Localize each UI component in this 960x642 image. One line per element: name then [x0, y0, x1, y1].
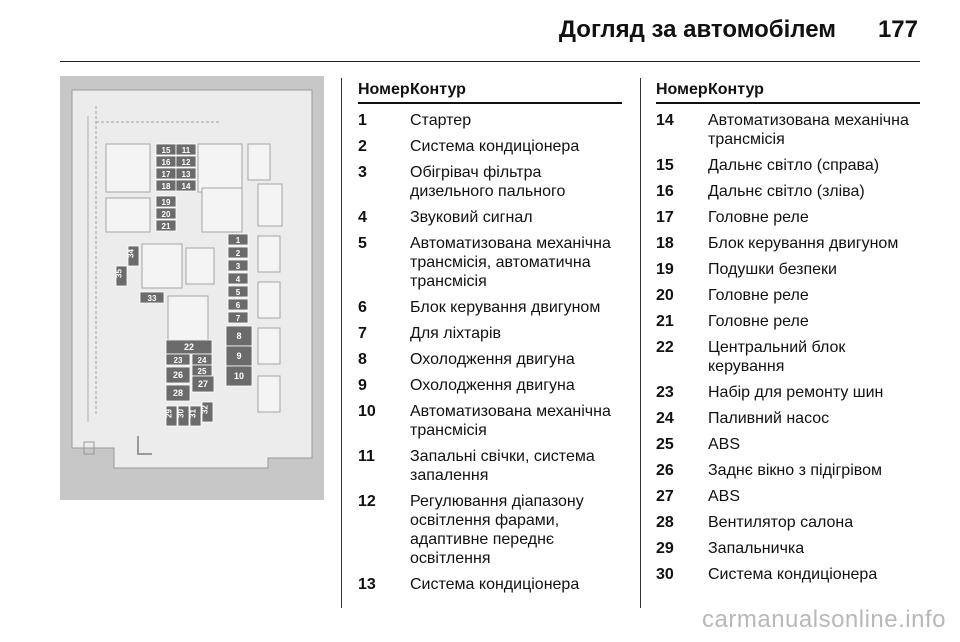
fuse-circuit: Подушки безпеки: [708, 261, 837, 278]
fuse-label-26: 26: [172, 370, 184, 380]
relay-box: [106, 198, 150, 232]
table-row: [656, 513, 920, 532]
page-header: [60, 0, 920, 62]
fuse-circuit: Головне реле: [708, 313, 809, 330]
fuse-circuit: Центральний блок керування: [708, 339, 846, 375]
table-row: [358, 402, 622, 440]
header-number: Номер: [656, 81, 708, 98]
fuse-label-35: 35: [114, 269, 124, 278]
fuse-circuit: Запальні свічки, система запалення: [410, 448, 595, 484]
fuse-number: 24: [656, 410, 674, 427]
fuse-number: 22: [656, 339, 674, 356]
fuse-number: 25: [656, 436, 674, 453]
fuse-circuit: Обігрівач фільтра дизельного пального: [410, 164, 566, 200]
table-row: [358, 492, 622, 568]
relay-box: [258, 376, 280, 412]
fuse-number: 9: [358, 377, 367, 394]
fuse-label-32: 32: [200, 405, 210, 414]
fuse-label-22: 22: [183, 342, 195, 352]
page-title: Догляд за автомобілем: [558, 16, 836, 43]
fuse-table-right: [656, 80, 920, 584]
table-row: [358, 208, 622, 227]
fuse-label-16: 16: [161, 158, 171, 167]
table-row: [656, 409, 920, 428]
fuse-circuit: ABS: [708, 488, 741, 505]
table-row: [358, 324, 622, 343]
fuse-number: 10: [358, 403, 376, 420]
fuse-circuit: Для ліхтарів: [410, 325, 501, 342]
fuse-number: 5: [358, 235, 367, 252]
table-row: [656, 286, 920, 305]
table-row: [358, 163, 622, 201]
fuse-circuit: Охолодження двигуна: [410, 351, 575, 368]
fuse-circuit: Блок керування двигуном: [708, 235, 899, 252]
fuse-label-23: 23: [173, 356, 183, 365]
fuse-label-28: 28: [172, 388, 184, 398]
fuse-number: 20: [656, 287, 674, 304]
fuse-label-15: 15: [161, 146, 171, 155]
column-divider-2: [640, 78, 641, 608]
table-header: [358, 80, 622, 104]
fuse-label-29: 29: [164, 409, 174, 418]
relay-box: [168, 296, 208, 340]
fuse-number: 11: [358, 448, 375, 465]
fuse-number: 15: [656, 157, 674, 174]
fuse-circuit: Регулювання діапазону освітлення фарами, адаптивне переднє освітлення: [410, 493, 584, 567]
fuse-number: 12: [358, 493, 376, 510]
fuse-label-13: 13: [181, 170, 191, 179]
table-row: [358, 350, 622, 369]
fuse-circuit: Автоматизована механічна трансмісія: [708, 112, 909, 148]
fuse-number: 17: [656, 209, 674, 226]
table-row: [358, 575, 622, 594]
fuse-circuit: Система кондиціонера: [410, 138, 580, 155]
fuse-number: 3: [358, 164, 367, 181]
table-header: [656, 80, 920, 104]
table-row: [656, 156, 920, 175]
fuse-circuit: Дальнє світло (зліва): [708, 183, 865, 200]
table-row: [656, 260, 920, 279]
fuse-box-diagram: [60, 76, 324, 500]
fuse-circuit: Стартер: [410, 112, 472, 129]
table-row: [656, 182, 920, 201]
header-number: Номер: [358, 81, 410, 98]
fuse-circuit: Паливний насос: [708, 410, 830, 427]
fuse-label-34: 34: [126, 249, 136, 258]
fuse-label-25: 25: [197, 367, 207, 376]
fuse-label-30: 30: [176, 409, 186, 418]
fuse-label-1: 1: [235, 236, 241, 245]
fuse-circuit: Система кондиціонера: [708, 566, 878, 583]
fuse-number: 2: [358, 138, 367, 155]
fuse-circuit: Вентилятор салона: [708, 514, 854, 531]
fuse-label-4: 4: [235, 275, 241, 284]
fuse-circuit: ABS: [708, 436, 741, 453]
fuse-box-svg: [60, 76, 324, 500]
fuse-label-17: 17: [161, 170, 171, 179]
relay-box: [202, 188, 242, 232]
relay-box: [258, 236, 280, 272]
fuse-number: 7: [358, 325, 367, 342]
table-row: [656, 461, 920, 480]
fuse-number: 1: [358, 112, 367, 129]
fuse-label-31: 31: [188, 409, 198, 418]
fuse-label-14: 14: [181, 182, 191, 191]
fuse-label-9: 9: [236, 351, 242, 361]
fuse-label-18: 18: [161, 182, 171, 191]
fuse-number: 6: [358, 299, 367, 316]
relay-box: [258, 282, 280, 318]
fuse-circuit: Набір для ремонту шин: [708, 384, 884, 401]
fuse-number: 16: [656, 183, 674, 200]
fuse-label-2: 2: [235, 249, 241, 258]
fuse-label-5: 5: [235, 288, 241, 297]
fuse-circuit: Звуковий сигнал: [410, 209, 533, 226]
relay-box: [258, 184, 282, 226]
table-body: [656, 111, 920, 584]
fuse-number: 23: [656, 384, 674, 401]
relay-box: [248, 144, 270, 180]
fuse-label-24: 24: [197, 356, 207, 365]
fuse-label-7: 7: [235, 314, 241, 323]
fuse-table-left: [358, 80, 622, 594]
relay-box: [198, 144, 242, 192]
relay-box: [258, 328, 280, 364]
watermark: carmanualsonline.info: [702, 606, 946, 633]
fuse-number: 19: [656, 261, 674, 278]
fuse-circuit: Охолодження двигуна: [410, 377, 575, 394]
fuse-circuit: Головне реле: [708, 287, 809, 304]
fuse-label-20: 20: [161, 210, 171, 219]
table-row: [656, 487, 920, 506]
relay-box: [106, 144, 150, 192]
table-row: [358, 137, 622, 156]
fuse-number: 27: [656, 488, 674, 505]
fuse-number: 21: [656, 313, 674, 330]
relay-box: [186, 248, 214, 284]
table-row: [656, 435, 920, 454]
fuse-circuit: Запальничка: [708, 540, 805, 557]
fuse-number: 4: [358, 209, 367, 226]
table-row: [656, 338, 920, 376]
table-row: [656, 565, 920, 584]
fuse-circuit: Дальнє світло (справа): [708, 157, 880, 174]
fuse-label-19: 19: [161, 198, 171, 207]
header-circuit: Контур: [708, 81, 764, 98]
table-row: [358, 376, 622, 395]
table-row: [656, 208, 920, 227]
header-circuit: Контур: [410, 81, 466, 98]
table-row: [656, 111, 920, 149]
table-row: [358, 234, 622, 291]
fuse-label-8: 8: [236, 331, 242, 341]
fuse-number: 14: [656, 112, 674, 129]
fuse-circuit: Заднє вікно з підігрівом: [708, 462, 882, 479]
fuse-number: 28: [656, 514, 674, 531]
fuse-circuit: Автоматизована механічна трансмісія: [410, 403, 611, 439]
table-row: [656, 312, 920, 331]
table-row: [358, 298, 622, 317]
fuse-label-27: 27: [197, 379, 209, 389]
fuse-circuit: Головне реле: [708, 209, 809, 226]
table-body: [358, 111, 622, 594]
fuse-label-10: 10: [233, 371, 245, 381]
fuse-label-21: 21: [161, 222, 171, 231]
fuse-label-6: 6: [235, 301, 241, 310]
fuse-number: 30: [656, 566, 674, 583]
fuse-number: 18: [656, 235, 674, 252]
table-row: [656, 539, 920, 558]
fuse-circuit: Блок керування двигуном: [410, 299, 601, 316]
fuse-circuit: Автоматизована механічна трансмісія, автоматична трансмісія: [410, 235, 611, 290]
fuse-number: 26: [656, 462, 674, 479]
table-row: [656, 234, 920, 253]
table-row: [656, 383, 920, 402]
column-divider-1: [341, 78, 342, 608]
page-number: 177: [877, 16, 918, 43]
table-row: [358, 447, 622, 485]
fuse-circuit: Система кондиціонера: [410, 576, 580, 593]
fuse-label-3: 3: [235, 262, 241, 271]
fuse-label-33: 33: [147, 294, 157, 303]
fuse-label-12: 12: [181, 158, 191, 167]
table-row: [358, 111, 622, 130]
fuse-label-11: 11: [181, 146, 191, 155]
fuse-number: 29: [656, 540, 674, 557]
relay-box: [142, 244, 182, 288]
fuse-number: 13: [358, 576, 376, 593]
fuse-number: 8: [358, 351, 367, 368]
